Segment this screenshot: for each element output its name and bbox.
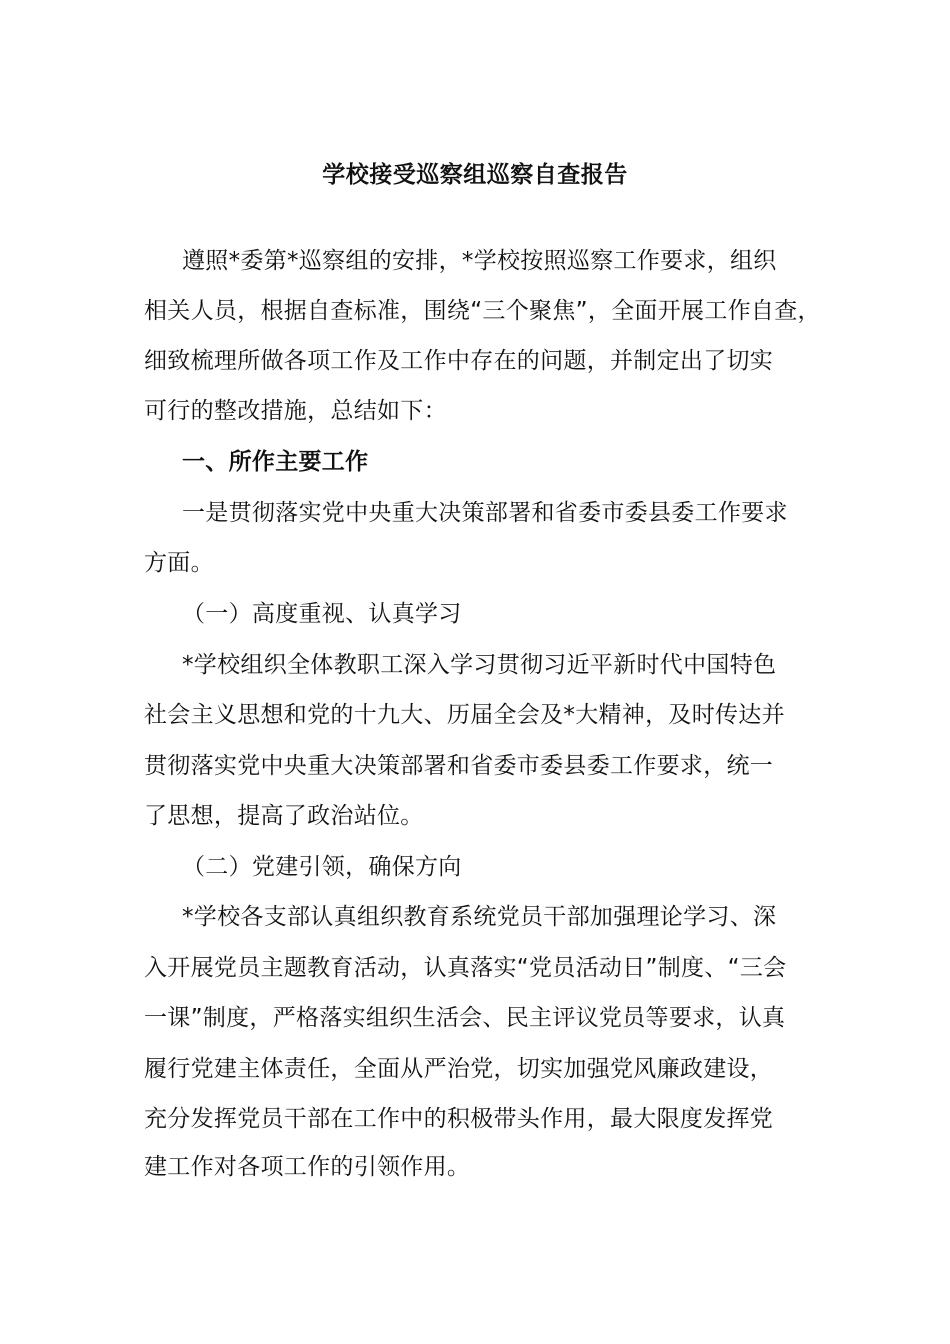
sub1-line-1: *学校组织全体教职工深入学习贯彻习近平新时代中国特色 xyxy=(182,652,777,678)
intro-line-3: 细致梳理所做各项工作及工作中存在的问题，并制定出了切实 xyxy=(144,348,774,374)
sub2-line-6: 建工作对各项工作的引领作用。 xyxy=(144,1154,471,1180)
sub2-line-1: *学校各支部认真组织教育系统党员干部加强理论学习、深 xyxy=(182,904,777,930)
sub1-line-2: 社会主义思想和党的十九大、历届全会及*大精神，及时传达并 xyxy=(144,702,785,728)
sub1-line-3: 贯彻落实党中央重大决策部署和省委市委县委工作要求，统一 xyxy=(144,753,774,779)
sub2-line-4: 履行党建主体责任，全面从严治党，切实加强党风廉政建设， xyxy=(144,1056,774,1082)
intro-line-1: 遵照*委第*巡察组的安排，*学校按照巡察工作要求，组织 xyxy=(182,248,777,274)
intro-line-2: 相关人员，根据自查标准，围绕“三个聚焦”，全面开展工作自查， xyxy=(144,298,821,324)
intro-line-4: 可行的整改措施，总结如下： xyxy=(144,398,447,424)
document-title: 学校接受巡察组巡察自查报告 xyxy=(322,162,628,188)
point1-line-1: 一是贯彻落实党中央重大决策部署和省委市委县委工作要求 xyxy=(182,500,788,526)
sub1-line-4: 了思想，提高了政治站位。 xyxy=(144,803,424,829)
section-heading-1: 一、所作主要工作 xyxy=(182,449,369,475)
sub2-line-3: 一课”制度，严格落实组织生活会、民主评议党员等要求，认真 xyxy=(144,1005,786,1031)
sub2-line-5: 充分发挥党员干部在工作中的积极带头作用，最大限度发挥党 xyxy=(144,1106,774,1132)
subsection-heading-1: （一）高度重视、认真学习 xyxy=(182,601,462,627)
sub2-line-2: 入开展党员主题教育活动，认真落实“党员活动日”制度、“三会 xyxy=(144,955,787,981)
point1-line-2: 方面。 xyxy=(144,550,214,576)
subsection-heading-2: （二）党建引领，确保方向 xyxy=(182,854,462,880)
